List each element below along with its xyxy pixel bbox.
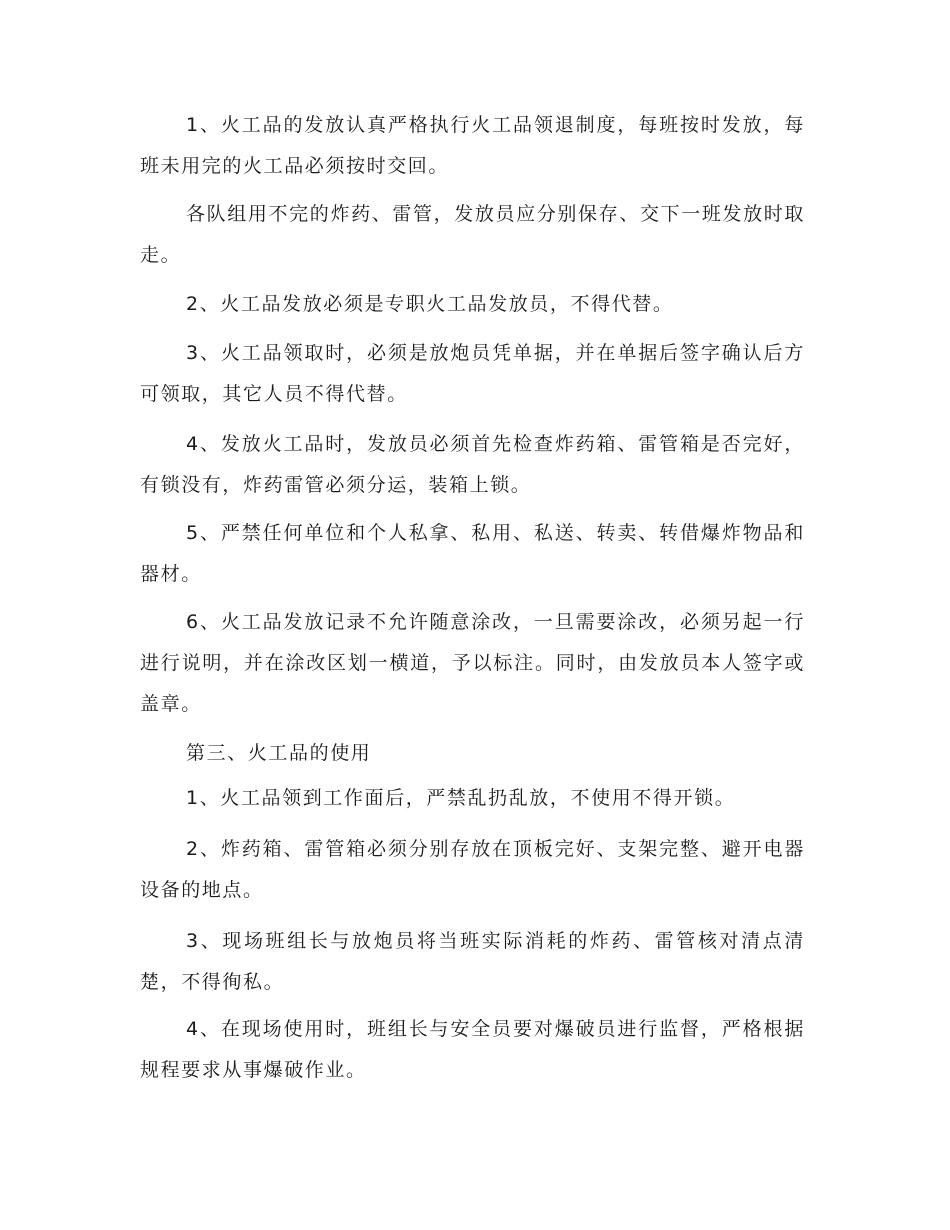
paragraph-usage-rule-3: 3、现场班组长与放炮员将当班实际消耗的炸药、雷管核对清点清楚，不得徇私。 bbox=[140, 930, 805, 993]
paragraph-issue-rule-2: 2、火工品发放必须是专职火工品发放员，不得代替。 bbox=[186, 293, 674, 315]
paragraph-usage-rule-4: 4、在现场使用时，班组长与安全员要对爆破员进行监督，严格根据规程要求从事爆破作业。 bbox=[140, 1018, 805, 1081]
paragraph-issue-rule-5: 5、严禁任何单位和个人私拿、私用、私送、转卖、转借爆炸物品和器材。 bbox=[140, 522, 805, 585]
paragraph-issue-rule-3: 3、火工品领取时，必须是放炮员凭单据，并在单据后签字确认后方可领取，其它人员不得代替。 bbox=[140, 342, 805, 405]
paragraph-issue-rule-1: 1、火工品的发放认真严格执行火工品领退制度，每班按时发放，每班未用完的火工品必须按时交回。 bbox=[140, 114, 805, 177]
section-heading-usage: 第三、火工品的使用 bbox=[186, 742, 372, 764]
paragraph-issue-rule-6: 6、火工品发放记录不允许随意涂改，一旦需要涂改，必须另起一行进行说明，并在涂改区划一横道，予以标注。同时，由发放员本人签字或盖章。 bbox=[140, 611, 805, 715]
paragraph-team-leftover: 各队组用不完的炸药、雷管，发放员应分别保存、交下一班发放时取走。 bbox=[140, 203, 805, 266]
paragraph-issue-rule-4: 4、发放火工品时，发放员必须首先检查炸药箱、雷管箱是否完好，有锁没有，炸药雷管必须分运，装箱上锁。 bbox=[140, 433, 805, 496]
paragraph-usage-rule-2: 2、炸药箱、雷管箱必须分别存放在顶板完好、支架完整、避开电器设备的地点。 bbox=[140, 838, 805, 901]
paragraph-usage-rule-1: 1、火工品领到工作面后，严禁乱扔乱放，不使用不得开锁。 bbox=[186, 787, 736, 809]
